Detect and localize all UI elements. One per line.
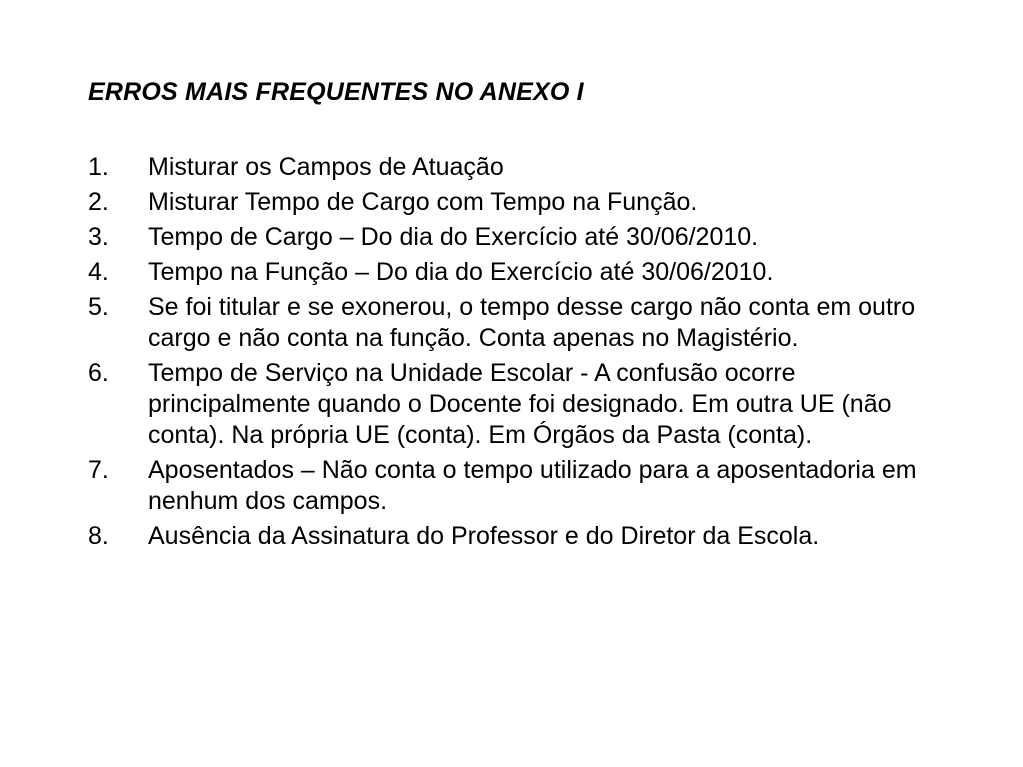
list-item-number: 5.	[88, 293, 109, 321]
list-item-text: Se foi titular e se exonerou, o tempo desse cargo não conta em outro cargo e não conta na função. Conta apenas no Magistério.	[148, 293, 916, 352]
list-item-text: Tempo de Serviço na Unidade Escolar - A confusão ocorre principalmente quando o Docente foi designado. Em outra UE (não conta). Na própria UE (conta). Em Órgãos da Pasta (conta).	[148, 359, 892, 449]
error-list	[88, 152, 948, 556]
list-item	[88, 358, 948, 451]
list-item-text: Misturar os Campos de Atuação	[148, 153, 504, 181]
list-item	[88, 455, 948, 517]
list-item-text: Ausência da Assinatura do Professor e do Diretor da Escola.	[148, 522, 820, 550]
list-item-text: Tempo na Função – Do dia do Exercício até 30/06/2010.	[148, 258, 774, 286]
list-item	[88, 292, 948, 354]
list-item-number: 4.	[88, 258, 109, 286]
list-item	[88, 187, 948, 218]
list-item	[88, 521, 948, 552]
list-item-number: 2.	[88, 188, 109, 216]
list-item	[88, 152, 948, 183]
list-item-number: 7.	[88, 456, 109, 484]
list-item-text: Tempo de Cargo – Do dia do Exercício até 30/06/2010.	[148, 223, 759, 251]
list-item-number: 1.	[88, 153, 109, 181]
list-item	[88, 257, 948, 288]
list-item-number: 3.	[88, 223, 109, 251]
list-item	[88, 222, 948, 253]
page-title: ERROS MAIS FREQUENTES NO ANEXO I	[88, 78, 584, 106]
list-item-text: Misturar Tempo de Cargo com Tempo na Função.	[148, 188, 698, 216]
list-item-text: Aposentados – Não conta o tempo utilizado para a aposentadoria em nenhum dos campos.	[148, 456, 917, 515]
list-item-number: 6.	[88, 359, 109, 387]
list-item-number: 8.	[88, 522, 109, 550]
